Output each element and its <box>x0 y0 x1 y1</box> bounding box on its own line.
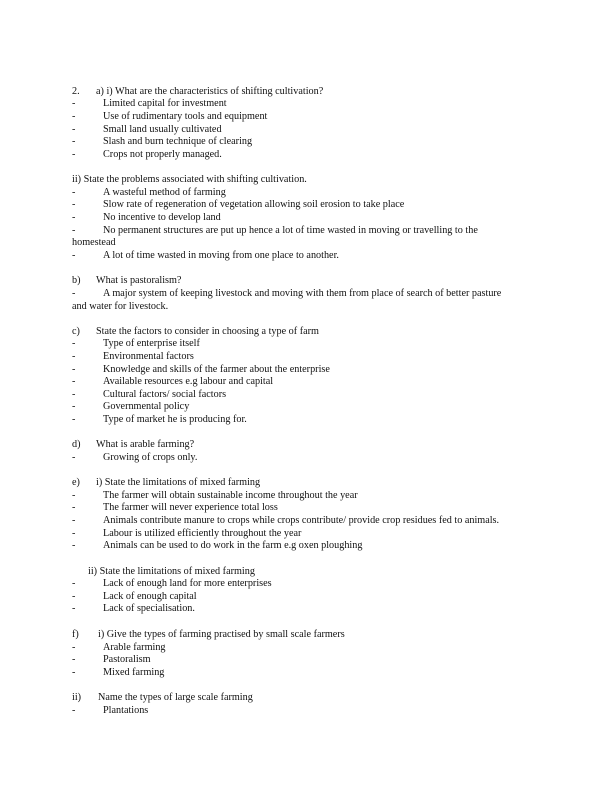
question-c: State the factors to consider in choosing a type of farm <box>96 326 319 337</box>
answer-2a-i-1: Limited capital for investment <box>103 98 227 109</box>
question-number: 2. <box>72 86 80 97</box>
answer-2a-i-3: Small land usually cultivated <box>103 124 222 135</box>
bullet: - <box>72 540 76 551</box>
question-d: What is arable farming? <box>96 439 195 450</box>
answer-e-i-2: The farmer will never experience total loss <box>103 502 278 513</box>
bullet: - <box>72 250 76 261</box>
bullet: - <box>72 187 76 198</box>
answer-2a-ii-2: Slow rate of regeneration of vegetation allowing soil erosion to take place <box>103 199 405 210</box>
answer-2a-ii-5: A lot of time wasted in moving from one place to another. <box>103 250 339 261</box>
bullet: - <box>72 124 76 135</box>
answer-2a-i-2: Use of rudimentary tools and equipment <box>103 111 268 122</box>
answer-e-ii-1: Lack of enough land for more enterprises <box>103 578 272 589</box>
bullet: - <box>72 603 76 614</box>
answer-c-6: Governmental policy <box>103 401 190 412</box>
bullet: - <box>72 515 76 526</box>
answer-e-ii-3: Lack of specialisation. <box>103 603 195 614</box>
bullet: - <box>72 578 76 589</box>
answer-b-wrap: and water for livestock. <box>72 301 169 312</box>
question-2a-i: a) i) What are the characteristics of shifting cultivation? <box>96 86 324 97</box>
answer-c-5: Cultural factors/ social factors <box>103 389 227 400</box>
label-b: b) <box>72 275 81 286</box>
bullet: - <box>72 502 76 513</box>
bullet: - <box>72 654 76 665</box>
answer-e-i-5: Animals can be used to do work in the farm e.g oxen ploughing <box>103 540 363 551</box>
question-f-ii: Name the types of large scale farming <box>98 692 253 703</box>
answer-2a-i-5: Crops not properly managed. <box>103 149 222 160</box>
label-f-ii: ii) <box>72 692 82 703</box>
answer-e-i-3: Animals contribute manure to crops while crops contribute/ provide crop residues fed to animals. <box>103 515 500 526</box>
bullet: - <box>72 667 76 678</box>
answer-f-i-2: Pastoralism <box>103 654 151 665</box>
answer-e-ii-2: Lack of enough capital <box>103 591 197 602</box>
answer-f-ii-1: Plantations <box>103 705 149 716</box>
bullet: - <box>72 389 76 400</box>
bullet: - <box>72 401 76 412</box>
answer-2a-ii-4-wrap: homestead <box>72 237 116 248</box>
bullet: - <box>72 591 76 602</box>
bullet: - <box>72 338 76 349</box>
bullet: - <box>72 288 76 299</box>
answer-f-i-3: Mixed farming <box>103 667 165 678</box>
label-f: f) <box>72 629 79 640</box>
answer-b: A major system of keeping livestock and moving with them from place of search of better pasture <box>103 288 502 299</box>
bullet: - <box>72 452 76 463</box>
bullet: - <box>72 136 76 147</box>
bullet: - <box>72 111 76 122</box>
answer-2a-ii-1: A wasteful method of farming <box>103 187 226 198</box>
bullet: - <box>72 149 76 160</box>
answer-f-i-1: Arable farming <box>103 642 166 653</box>
bullet: - <box>72 490 76 501</box>
label-d: d) <box>72 439 81 450</box>
answer-c-1: Type of enterprise itself <box>103 338 200 349</box>
answer-c-3: Knowledge and skills of the farmer about the enterprise <box>103 364 330 375</box>
bullet: - <box>72 705 76 716</box>
answer-2a-ii-3: No incentive to develop land <box>103 212 221 223</box>
answer-c-2: Environmental factors <box>103 351 194 362</box>
bullet: - <box>72 414 76 425</box>
question-2a-ii: ii) State the problems associated with shifting cultivation. <box>72 174 307 185</box>
bullet: - <box>72 351 76 362</box>
bullet: - <box>72 528 76 539</box>
bullet: - <box>72 225 76 236</box>
bullet: - <box>72 98 76 109</box>
question-b: What is pastoralism? <box>96 275 182 286</box>
bullet: - <box>72 364 76 375</box>
bullet: - <box>72 199 76 210</box>
answer-d: Growing of crops only. <box>103 452 198 463</box>
bullet: - <box>72 212 76 223</box>
answer-c-4: Available resources e.g labour and capital <box>103 376 274 387</box>
bullet: - <box>72 642 76 653</box>
answer-e-i-1: The farmer will obtain sustainable income throughout the year <box>103 490 358 501</box>
question-e-i: i) State the limitations of mixed farming <box>96 477 261 488</box>
question-e-ii: ii) State the limitations of mixed farming <box>88 566 255 577</box>
question-f-i: i) Give the types of farming practised by small scale farmers <box>98 629 345 640</box>
label-e: e) <box>72 477 80 488</box>
answer-2a-i-4: Slash and burn technique of clearing <box>103 136 253 147</box>
bullet: - <box>72 376 76 387</box>
answer-2a-ii-4: No permanent structures are put up hence a lot of time wasted in moving or travelling to the <box>103 225 478 236</box>
answer-c-7: Type of market he is producing for. <box>103 414 247 425</box>
label-c: c) <box>72 326 80 337</box>
answer-e-i-4: Labour is utilized efficiently throughout the year <box>103 528 302 539</box>
